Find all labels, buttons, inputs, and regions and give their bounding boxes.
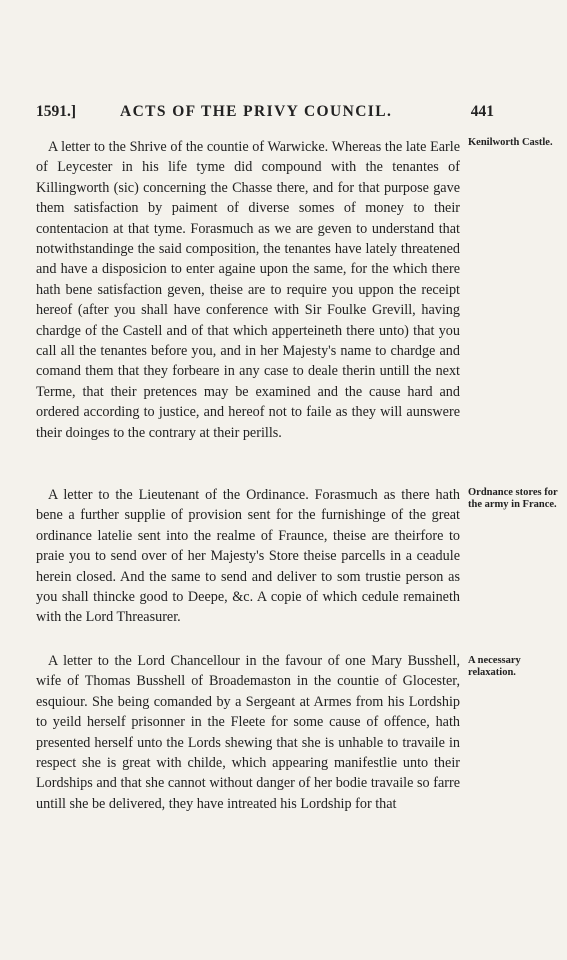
margin-note-relaxation: A necessary relaxation. [468, 655, 521, 678]
page-number: 441 [470, 103, 494, 120]
header-title: ACTS OF THE PRIVY COUNCIL. [120, 103, 393, 120]
entry-paragraph-relaxation: A letter to the Lord Chancellour in the favour of one Mary Busshell, wife of Thomas Busshell of Broademaston in the countie of Glocester, esquiour. She being comanded by a Sergeant at Armes from his Lordship to yeild herself prisonner in the Fleete for some cause of offence, hath presented herself unto the Lords shewing that she is unhable to travaile in respect she is great with childe, which appearing manifestlie unto their Lordships and that she cannot without danger of her bodie travaile so farre untill she be delivered, they have intreated his Lordship for that [36, 653, 460, 812]
margin-note-ordnance: Ordnance stores for the army in France. [468, 487, 558, 510]
header-year: 1591.] [36, 103, 77, 120]
entry-paragraph-kenilworth: A letter to the Shrive of the countie of Warwicke. Whereas the late Earle of Leycester in his life tyme did compound with the tenantes of Killingworth (sic) concerning the Chasse there, and for that purpose gave them satisfaction by paiment of diverse somes of money to their contentacion at that tyme. Forasmuch as we are geven to understand that notwithstandinge the said composition, the tenantes have lately threatened and have a disposicion to enter againe upon the same, for the which there hath bene satisfaction geven, theise are to require you uppon the receipt hereof (after you shall have conference with Sir Foulke Grevill, having chardge of the Castell and of that which apperteineth there unto) that you call all the tenantes before you, and in her Majesty's name to chardge and comand them that they forbeare in any case to deale therin untill the next Terme, that their pretences may be examined and the cause hard and ordered according to justice, and hereof not to faile as they will aunswere their doinges to the contrary at their perills. [36, 139, 460, 441]
margin-note-kenilworth: Kenilworth Castle. [468, 137, 553, 148]
entry-paragraph-ordnance: A letter to the Lieutenant of the Ordinance. Forasmuch as there hath bene a further supplie of provision sent for the furnishinge of the great ordinance latelie sent into the realme of Fraunce, theise are theirfore to praie you to send over of her Majesty's Store theise parcells in a ceadule herein closed. And the same to send and deliver to som trustie person as you shall thincke good to Deepe, &c. A copie of which cedule remaineth with the Lord Threasurer. [36, 487, 460, 626]
running-header [36, 103, 494, 127]
